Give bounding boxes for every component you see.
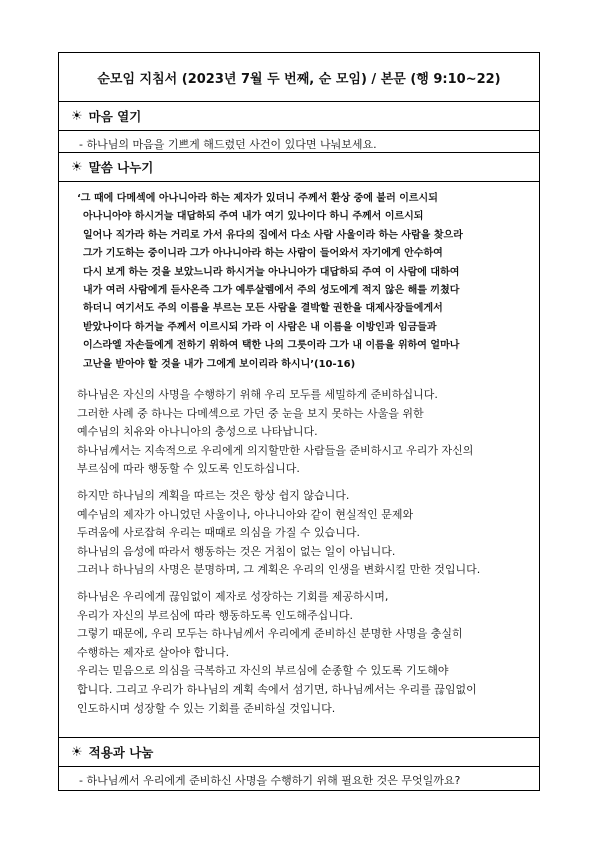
guide-sheet <box>58 52 540 791</box>
paragraph-line: 수행하는 제자로 살아야 합니다. <box>77 645 230 659</box>
paragraph-line: 부르심에 따라 행동할 수 있도록 인도하십니다. <box>77 462 300 476</box>
paragraph-2 <box>59 487 539 580</box>
sun-icon: ☀ <box>71 159 83 175</box>
application-prompt: - 하나님께서 우리에게 준비하신 사명을 수행하기 위해 필요한 것은 무엇일까요? <box>79 774 461 787</box>
sun-icon: ☀ <box>71 108 83 124</box>
paragraph-line: 합니다. 그리고 우리가 하나님의 계획 속에서 섬기면, 하나님께서는 우리를 끊임없이 <box>77 682 477 696</box>
quote-line: 이스라엘 자손들에게 전하기 위하여 택한 나의 그릇이라 그가 내 이름을 위하여 얼마나 <box>83 340 460 352</box>
quote-line: 아나니아야 하시거늘 대답하되 주여 내가 여기 있나이다 하니 주께서 이르시되 <box>83 211 424 223</box>
paragraph-line: 우리는 믿음으로 의심을 극복하고 자신의 부르심에 순종할 수 있도록 기도해야 <box>77 664 449 678</box>
paragraph-line: 예수님의 제자가 아니었던 사울이나, 아나니아와 같이 현실적인 문제와 <box>77 507 414 521</box>
opening-heading-label: 마음 열기 <box>88 109 142 124</box>
paragraph-line: 두려움에 사로잡혀 우리는 때때로 의심을 가질 수 있습니다. <box>77 526 360 540</box>
word-heading <box>59 153 539 182</box>
paragraph-line: 예수님의 치유와 아나니아의 충성으로 나타납니다. <box>77 425 318 439</box>
word-section <box>58 153 540 738</box>
paragraph-line: 인도하시며 성장할 수 있는 기회를 준비하실 것입니다. <box>77 701 336 715</box>
application-heading <box>59 738 539 767</box>
application-heading-label: 적용과 나눔 <box>88 745 154 760</box>
paragraph-1 <box>59 386 539 479</box>
paragraph-line: 하나님의 음성에 따라서 행동하는 것은 거침이 없는 일이 아닙니다. <box>77 544 396 558</box>
opening-prompt: - 하나님의 마음을 기쁘게 해드렸던 사건이 있다면 나눠보세요. <box>79 138 377 151</box>
quote-line: 받았나이다 하거늘 주께서 이르시되 가라 이 사람은 내 이름을 이방인과 임금들과 <box>83 321 437 333</box>
quote-line: ‘그 때에 다메섹에 아나니아라 하는 제자가 있더니 주께서 환상 중에 불러 이르시되 <box>77 193 438 204</box>
document-title <box>58 52 540 102</box>
paragraph-line: 그렇기 때문에, 우리 모두는 하나님께서 우리에게 준비하신 분명한 사명을 충실히 <box>77 627 463 641</box>
paragraph-3 <box>59 588 539 718</box>
quote-line: 내가 여러 사람에게 듣사온즉 그가 예루살렘에서 주의 성도에게 적지 않은 해를 끼쳤다 <box>83 285 460 297</box>
paragraph-line: 그러한 사례 중 하나는 다메섹으로 가던 중 눈을 보지 못하는 사울을 위한 <box>77 406 424 420</box>
word-heading-label: 말씀 나누기 <box>88 160 154 175</box>
sun-icon: ☀ <box>71 744 83 760</box>
title-text: 순모임 지침서 (2023년 7월 두 번째, 순 모임) / 본문 (행 9:10~22) <box>97 71 501 87</box>
quote-line: 그가 기도하는 중이니라 그가 아나니아라 하는 사람이 들어와서 자기에게 안수하여 <box>83 248 443 260</box>
quote-line: 하더니 여기서도 주의 이름을 부르는 모든 사람을 결박할 권한을 대제사장들에게서 <box>83 303 443 315</box>
paragraph-line: 하나님께서는 지속적으로 우리에게 의지할만한 사람들을 준비하시고 우리가 자신의 <box>77 443 474 457</box>
quote-line: 고난을 받아야 할 것을 내가 그에게 보이리라 하시니’(10-16) <box>83 358 356 370</box>
opening-heading <box>59 102 539 131</box>
application-section <box>58 738 540 791</box>
quote-line: 다시 보게 하는 것을 보았느니라 하시거늘 아나니아가 대답하되 주여 이 사람에 대하여 <box>83 266 460 278</box>
paragraph-line: 하나님은 우리에게 끊임없이 제자로 성장하는 기회를 제공하시며, <box>77 590 389 603</box>
scripture-quote <box>59 182 539 378</box>
paragraph-line: 우리가 자신의 부르심에 따라 행동하도록 인도해주십니다. <box>77 608 354 622</box>
quote-line: 일어나 직가라 하는 거리로 가서 유다의 집에서 다소 사람 사울이라 하는 사람을 찾으라 <box>83 229 463 241</box>
paragraph-line: 하지만 하나님의 계획을 따르는 것은 항상 쉽지 않습니다. <box>77 489 350 503</box>
opening-section <box>58 102 540 153</box>
paragraph-line: 하나님은 자신의 사명을 수행하기 위해 우리 모두를 세밀하게 준비하십니다. <box>77 388 438 402</box>
paragraph-line: 그러나 하나님의 사명은 분명하며, 그 계획은 우리의 인생을 변화시킬 만한 것입니다. <box>77 563 481 577</box>
